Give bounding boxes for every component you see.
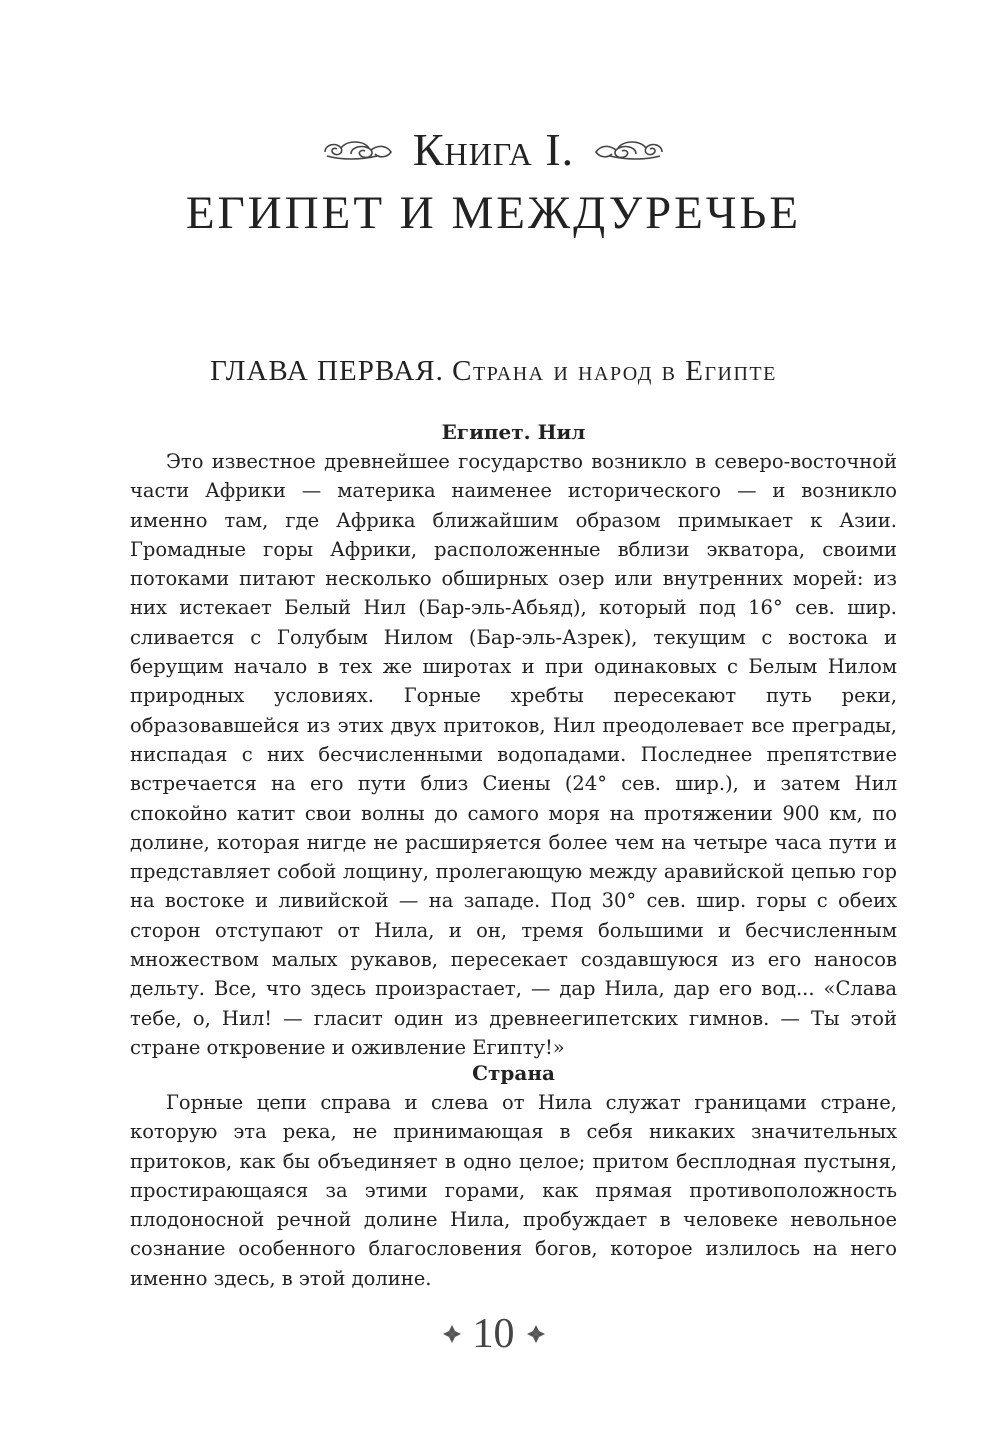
- book-title-line: [0, 120, 987, 178]
- section-paragraph: Это известное древнейшее государство возникло в северо-восточной части Африки — материка наименее исторического — и возникло именно там, где Африка ближайшим образом примыкает к Азии. Громадные горы Африки, расположенные вблизи экватора, своими потоками питают несколько обширных озер или внутренних морей: из них истекает Белый Нил (Бар-эль-Абьяд), который под 16° сев. шир. сливается с Голубым Нилом (Бар-эль-Азрек), текущим с востока и берущим начало в тех же широтах и при одинаковых с Белым Нилом природных условиях. Горные хребты пересекают путь реки, образовавшейся из этих двух притоков, Нил преодолевает все преграды, ниспадая с них бесчисленными водопадами. Последнее препятствие встречается на его пути близ Сиены (24° сев. шир.), и затем Нил спокойно катит свои волны до самого моря на протяжении 900 км, по долине, которая нигде не расширяется более чем на четыре часа пути и представляет собой лощину, пролегающую между аравийской цепью гор на востоке и ливийской — на западе. Под 30° сев. шир. горы с обеих сторон отступают от Нила, и он, тремя большими и бесчисленным множеством малых рукавов, пересекает создавшуюся из его наносов дельту. Все, что здесь произрастает, — дар Нила, дар его вод... «Слава тебе, о, Нил! — гласит один из древнеегипетских гимнов. — Ты этой стране откровение и оживление Египту!»: [130, 450, 897, 1059]
- left-swirl-ornament-icon: [321, 134, 395, 164]
- chapter-title: [0, 355, 987, 388]
- right-swirl-ornament-icon: [592, 134, 666, 164]
- page-number: 10: [472, 1311, 515, 1357]
- book-number: Книга I.: [412, 123, 575, 175]
- section-country: [130, 1058, 897, 1293]
- section-egypt-nile: [130, 417, 897, 1062]
- right-diamond-ornament-icon: [525, 1323, 547, 1345]
- chapter-subtitle: Страна и народ в Египте: [452, 355, 777, 387]
- section-heading: Страна: [472, 1061, 555, 1085]
- page-footer: [0, 1310, 987, 1358]
- book-header: [0, 120, 987, 240]
- section-heading: Египет. Нил: [441, 420, 586, 444]
- book-subtitle: ЕГИПЕТ И МЕЖДУРЕЧЬЕ: [185, 187, 802, 239]
- chapter-label: ГЛАВА ПЕРВАЯ.: [210, 355, 444, 387]
- section-paragraph: Горные цепи справа и слева от Нила служат границами стране, которую эта река, не принимающая в себя никаких значительных притоков, как бы объединяет в одно целое; притом бесплодная пустыня, простирающаяся за этими горами, как прямая противоположность плодоносной речной долине Нила, пробуждает в человеке невольное сознание особенного благословения богов, которое излилось на него именно здесь, в этой долине.: [130, 1091, 897, 1290]
- left-diamond-ornament-icon: [441, 1323, 463, 1345]
